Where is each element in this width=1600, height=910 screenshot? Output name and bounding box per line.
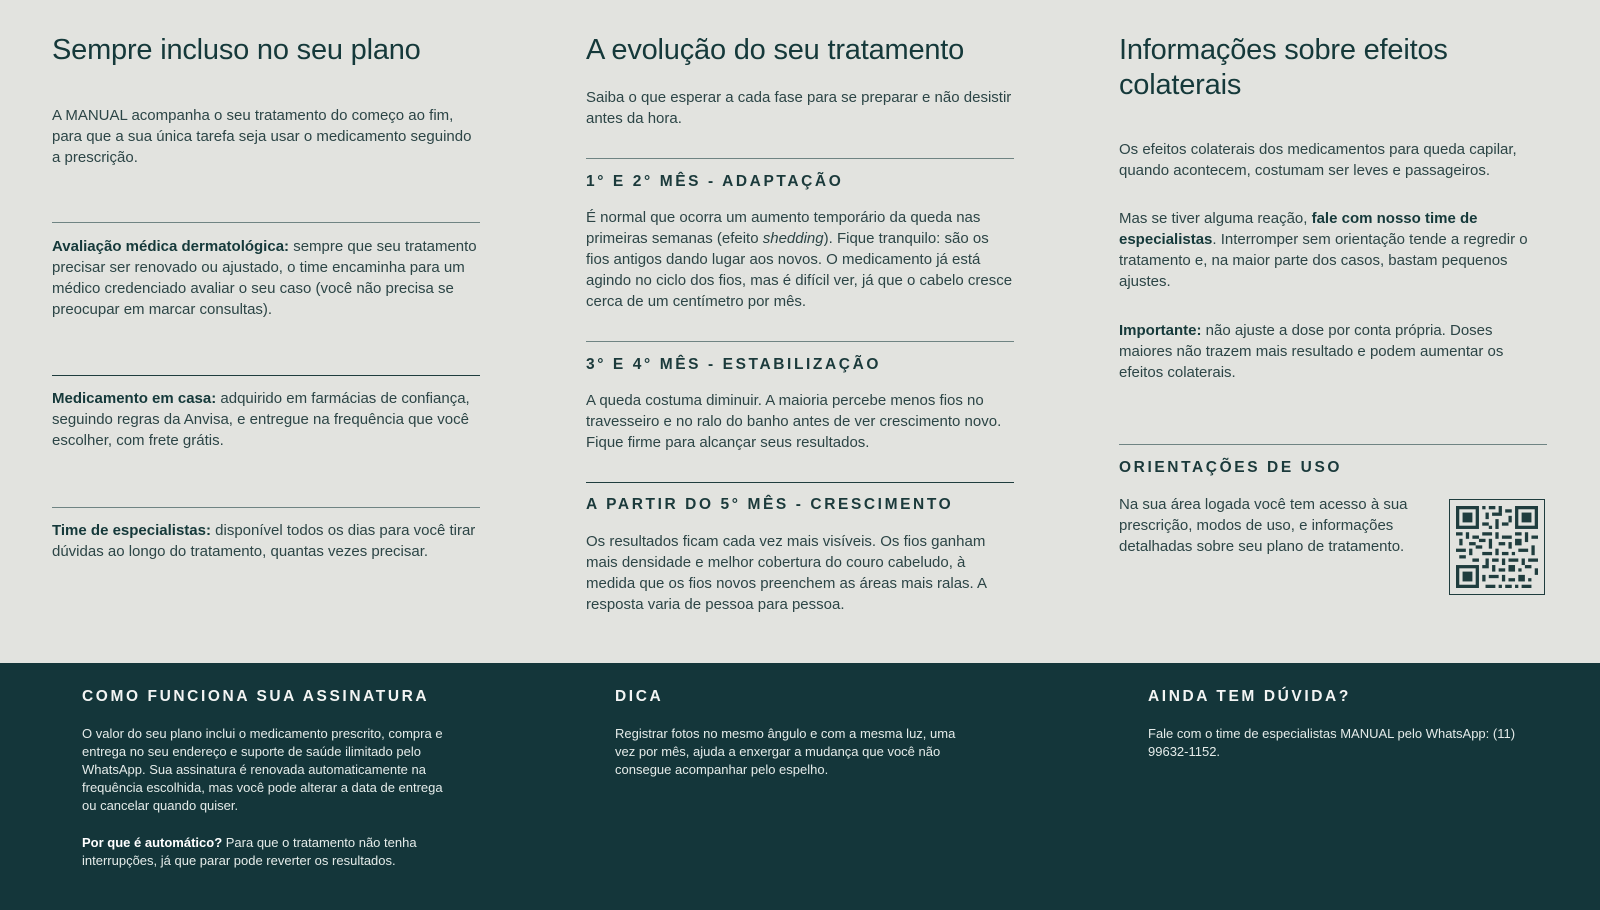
divider [586, 482, 1014, 483]
divider [586, 341, 1014, 342]
text: Mas se tiver alguma reação, [1119, 210, 1312, 227]
tip-heading: DICA [615, 688, 664, 705]
phase-heading-growth: A PARTIR DO 5° MÊS - CRESCIMENTO [586, 496, 954, 513]
divider [1119, 444, 1547, 445]
divider [586, 158, 1014, 159]
divider [52, 375, 480, 376]
phase-text: É normal que ocorra um aumento temporário da queda nas primeiras semanas (efeito [586, 209, 981, 247]
phase-heading-stabilization: 3° E 4° MÊS - ESTABILIZAÇÃO [586, 356, 882, 373]
usage-text: Na sua área logada você tem acesso à sua prescrição, modos de uso, e informações detalhadas sobre seu plano de tratamento. [1119, 496, 1408, 555]
tip-text: Registrar fotos no mesmo ângulo e com a mesma luz, uma vez por mês, ajuda a enxergar a mudança que você não consegue acompanhar pelo espelho. [615, 726, 956, 777]
phase-italic-term: shedding [762, 230, 824, 247]
side-effects-p3 [1119, 320, 1547, 383]
subscription-why [82, 834, 452, 870]
included-item-evaluation [52, 236, 480, 320]
item-label: Time de especialistas: [52, 522, 211, 539]
item-text: adquirido em farmácias de confiança, seguindo regras da Anvisa, e entregue na frequência que você escolher, com frete grátis. [52, 390, 470, 449]
phase-text: ). Fique tranquilo: são os fios antigos dando lugar aos novos. O medicamento já está agindo no ciclo dos fios, mas é difícil ver, já que o cabelo cresce cerca de um centímetro por mês. [586, 230, 1013, 310]
text: não ajuste a dose por conta própria. Doses maiores não trazem mais resultado e podem aumentar os efeitos colaterais. [1119, 322, 1504, 381]
included-item-medication [52, 388, 480, 451]
bold-text: Por que é automático? [82, 835, 223, 850]
side-effects-title: Informações sobre efeitos colaterais [1119, 34, 1448, 101]
subscription-text: O valor do seu plano inclui o medicamento prescrito, compra e entrega no seu endereço e suporte de saúde ilimitado pelo WhatsApp. Sua assinatura é renovada automaticamente na frequência escolhida, mas você pode alterar a data de entrega ou cancelar quando quiser. [82, 726, 443, 813]
doubt-text: Fale com o time de especialistas MANUAL pelo WhatsApp: (11) 99632-1152. [1148, 726, 1516, 759]
evolution-title: A evolução do seu tratamento [586, 34, 965, 66]
usage-heading: ORIENTAÇÕES DE USO [1119, 459, 1343, 476]
item-label: Avaliação médica dermatológica: [52, 238, 290, 255]
divider [52, 507, 480, 508]
side-effects-p1: Os efeitos colaterais dos medicamentos para queda capilar, quando acontecem, costumam ser leves e passageiros. [1119, 141, 1517, 179]
qr-code-icon[interactable] [1449, 499, 1545, 595]
included-item-specialists [52, 520, 480, 562]
phase-text-stabilization: A queda costuma diminuir. A maioria percebe menos fios no travesseiro e no ralo do banho antes de ver crescimento novo. Fique firme para alcançar seus resultados. [586, 392, 1002, 451]
subscription-heading: COMO FUNCIONA SUA ASSINATURA [82, 688, 430, 705]
phase-heading-adaptation: 1° E 2° MÊS - ADAPTAÇÃO [586, 173, 844, 190]
included-title: Sempre incluso no seu plano [52, 34, 421, 66]
footer [0, 663, 1600, 910]
bold-text: fale com nosso time de especialistas [1119, 210, 1478, 248]
text: . Interromper sem orientação tende a regredir o tratamento e, na maior parte dos casos, bastam pequenos ajustes. [1119, 231, 1528, 290]
qr-code-graphic [1456, 506, 1538, 588]
phase-text-growth: Os resultados ficam cada vez mais visíveis. Os fios ganham mais densidade e melhor cobertura do couro cabeludo, à medida que os fios novos preenchem as áreas mais ralas. A resposta varia de pessoa para pessoa. [586, 533, 987, 613]
text: Para que o tratamento não tenha interrupções, já que parar pode reverter os resultados. [82, 835, 417, 868]
included-intro: A MANUAL acompanha o seu tratamento do começo ao fim, para que a sua única tarefa seja usar o medicamento seguindo a prescrição. [52, 107, 472, 166]
item-text: sempre que seu tratamento precisar ser renovado ou ajustado, o time encaminha para um médico credenciado avaliar o seu caso (você não precisa se preocupar em marcar consultas). [52, 238, 477, 318]
bold-text: Importante: [1119, 322, 1202, 339]
phase-text-adaptation [586, 207, 1014, 312]
divider [52, 222, 480, 223]
side-effects-p2 [1119, 208, 1547, 292]
item-label: Medicamento em casa: [52, 390, 217, 407]
item-text: disponível todos os dias para você tirar dúvidas ao longo do tratamento, quantas vezes precisar. [52, 522, 476, 560]
doubt-heading: AINDA TEM DÚVIDA? [1148, 688, 1351, 705]
evolution-intro: Saiba o que esperar a cada fase para se preparar e não desistir antes da hora. [586, 89, 1012, 127]
